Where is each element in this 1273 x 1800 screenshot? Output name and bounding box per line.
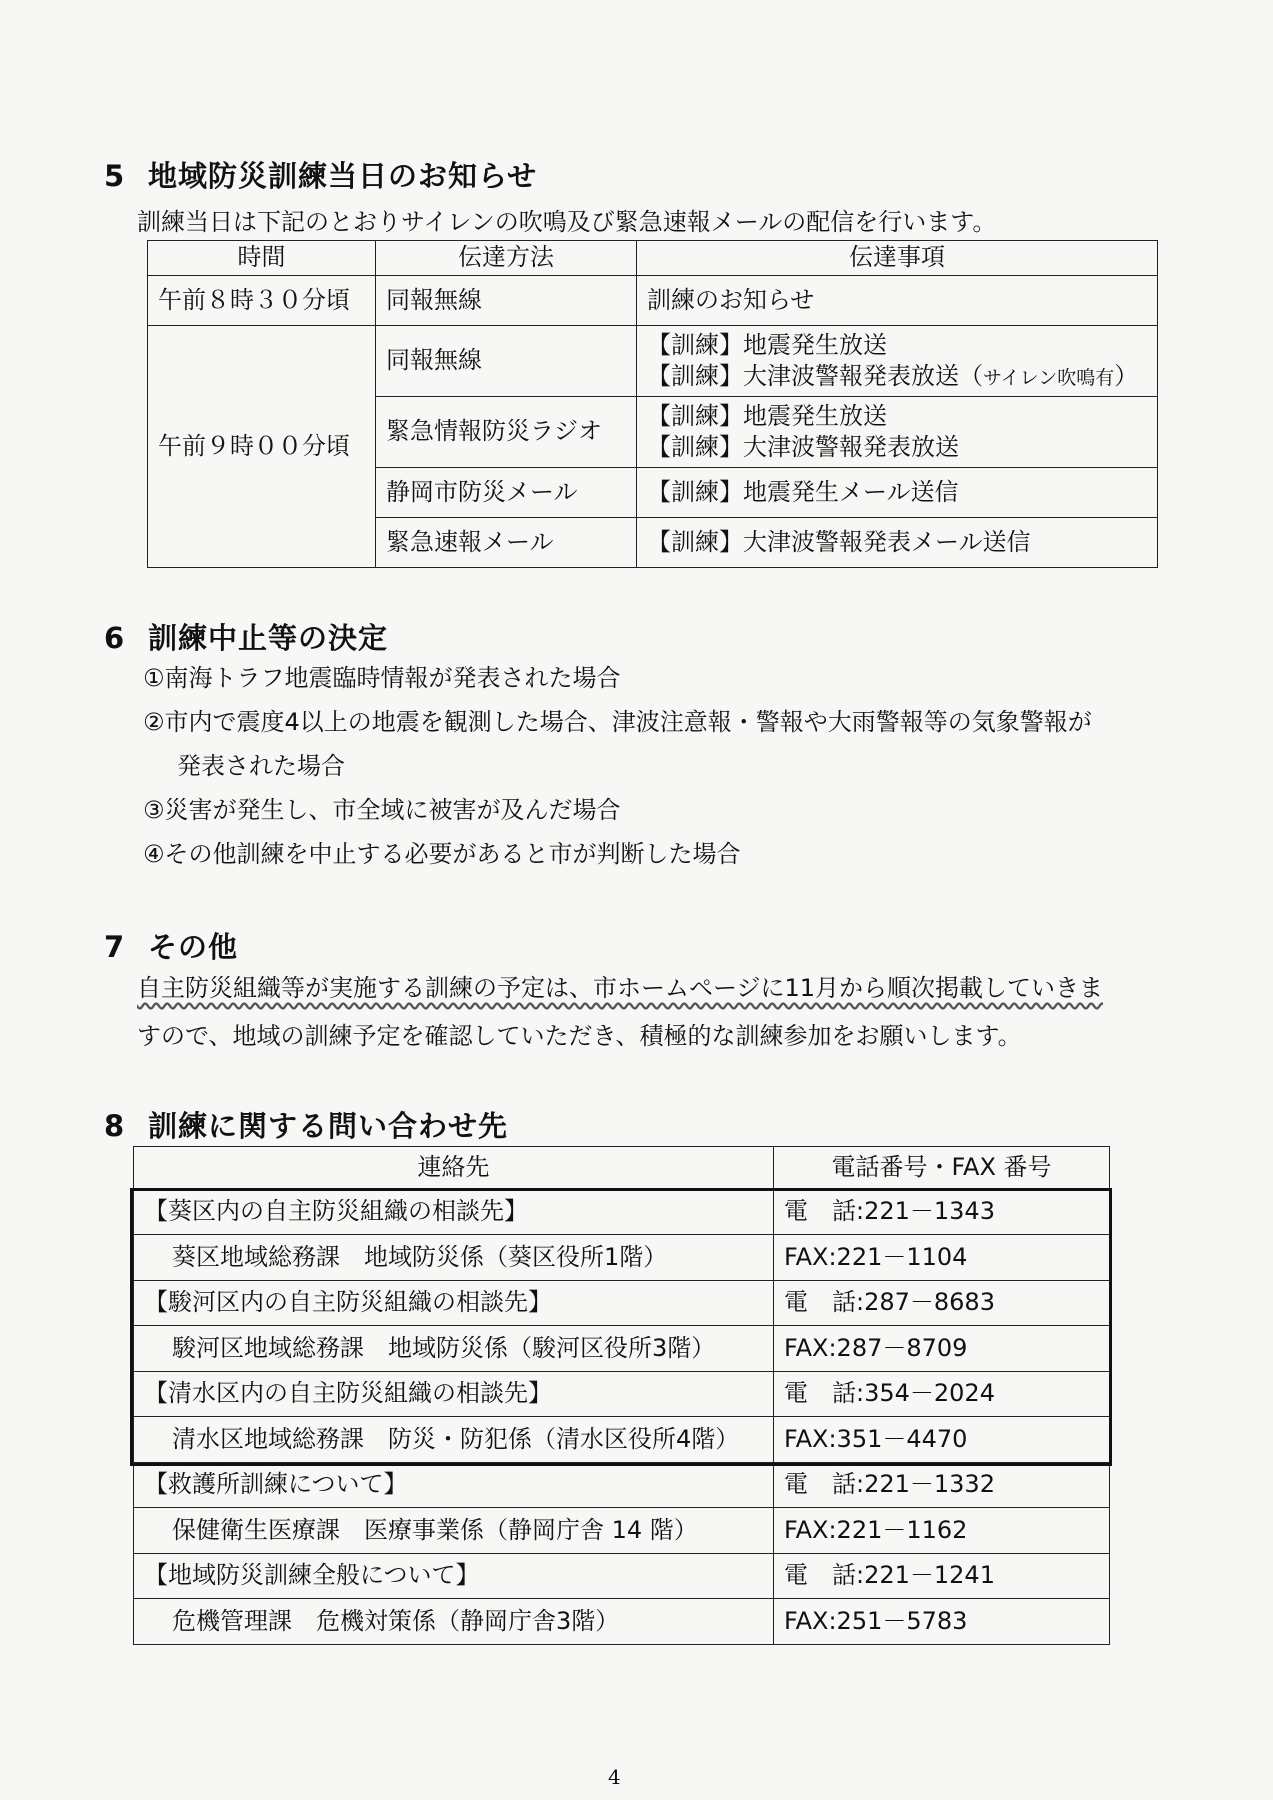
method-cell: 同報無線: [376, 326, 637, 397]
table-row: [134, 1326, 1110, 1372]
phone-cell: 電 話:221－1241: [774, 1554, 1110, 1599]
section-7-title: その他: [148, 930, 239, 964]
list-item: ③災害が発生し、市全域に被害が及んだ場合: [143, 796, 621, 824]
contact-heading: 【清水区内の自主防災組織の相談先】: [134, 1372, 774, 1417]
contact-department: 駿河区地域総務課 地域防災係（駿河区役所3階）: [134, 1326, 774, 1372]
phone-cell: 電 話:221－1332: [774, 1463, 1110, 1508]
list-item-continuation: 発表された場合: [177, 752, 345, 780]
header-time: 時間: [148, 241, 376, 276]
cancel-conditions-list: [143, 656, 1092, 876]
method-cell: 緊急情報防災ラジオ: [376, 397, 637, 468]
section-5-heading: [104, 154, 537, 195]
header-contact: 連絡先: [134, 1147, 774, 1190]
item-line: 【訓練】地震発生放送: [647, 330, 887, 359]
section-7-heading: [104, 925, 238, 966]
contact-heading: 【救護所訓練について】: [134, 1463, 774, 1508]
table-row: [134, 1463, 1110, 1508]
contact-heading: 【地域防災訓練全般について】: [134, 1554, 774, 1599]
item-cell: 【訓練】大津波警報発表メール送信: [637, 518, 1158, 568]
section-5-number: 5: [104, 159, 126, 193]
section-8-number: 8: [104, 1109, 126, 1143]
table-row: [134, 1235, 1110, 1281]
fax-cell: FAX:287－8709: [774, 1326, 1110, 1372]
contact-table-header: [134, 1147, 1110, 1190]
paragraph-line: すので、地域の訓練予定を確認していただき、積極的な訓練参加をお願いします。: [137, 1022, 1022, 1050]
header-item: 伝達事項: [637, 241, 1158, 276]
method-cell: 静岡市防災メール: [376, 468, 637, 518]
item-line: 【訓練】大津波警報発表放送（サイレン吹鳴有）: [647, 362, 1139, 390]
header-phone: 電話番号・FAX 番号: [774, 1147, 1110, 1190]
section-7-paragraph: [137, 964, 1103, 1060]
table-row: [148, 276, 1158, 326]
phone-cell: 電 話:287－8683: [774, 1281, 1110, 1326]
section-7-number: 7: [104, 930, 126, 964]
contact-department: 葵区地域総務課 地域防災係（葵区役所1階）: [134, 1235, 774, 1281]
notice-table: [147, 240, 1158, 568]
table-row: [134, 1599, 1110, 1645]
item-cell: [637, 326, 1158, 397]
contact-table: [133, 1146, 1110, 1645]
table-row: [134, 1554, 1110, 1599]
section-5-title: 地域防災訓練当日のお知らせ: [148, 159, 538, 193]
fax-cell: FAX:221－1104: [774, 1235, 1110, 1281]
table-row: [148, 326, 1158, 397]
notice-table-header: [148, 241, 1158, 276]
fax-cell: FAX:351－4470: [774, 1417, 1110, 1463]
contact-department: 清水区地域総務課 防災・防犯係（清水区役所4階）: [134, 1417, 774, 1463]
contact-department: 保健衛生医療課 医療事業係（静岡庁舎 14 階）: [134, 1508, 774, 1554]
section-8-heading: [104, 1104, 508, 1145]
table-row: [134, 1372, 1110, 1417]
method-cell: 緊急速報メール: [376, 518, 637, 568]
item-cell: [637, 397, 1158, 468]
list-item: ④その他訓練を中止する必要があると市が判断した場合: [143, 840, 741, 868]
item-cell: 【訓練】地震発生メール送信: [637, 468, 1158, 518]
section-5-intro: 訓練当日は下記のとおりサイレンの吹鳴及び緊急速報メールの配信を行います。: [137, 208, 997, 236]
list-item: ①南海トラフ地震臨時情報が発表された場合: [143, 664, 621, 692]
item-line: 【訓練】大津波警報発表放送: [647, 433, 959, 461]
time-cell: 午前９時００分頃: [148, 326, 376, 568]
fax-cell: FAX:251－5783: [774, 1599, 1110, 1645]
contact-heading: 【駿河区内の自主防災組織の相談先】: [134, 1281, 774, 1326]
section-6-heading: [104, 616, 388, 657]
section-6-title: 訓練中止等の決定: [148, 621, 389, 655]
page-number: 4: [608, 1765, 621, 1789]
table-row: [134, 1190, 1110, 1235]
phone-cell: 電 話:221－1343: [774, 1190, 1110, 1235]
phone-cell: 電 話:354－2024: [774, 1372, 1110, 1417]
section-6-number: 6: [104, 621, 126, 655]
list-item: ②市内で震度4以上の地震を観測した場合、津波注意報・警報や大雨警報等の気象警報が 発表された場合: [143, 700, 1092, 788]
table-row: [134, 1281, 1110, 1326]
contact-heading: 【葵区内の自主防災組織の相談先】: [134, 1190, 774, 1235]
contact-department: 危機管理課 危機対策係（静岡庁舎3階）: [134, 1599, 774, 1645]
table-row: [134, 1417, 1110, 1463]
item-cell: 訓練のお知らせ: [637, 276, 1158, 326]
header-method: 伝達方法: [376, 241, 637, 276]
siren-note: サイレン吹鳴有: [983, 367, 1115, 389]
section-8-title: 訓練に関する問い合わせ先: [148, 1109, 509, 1143]
fax-cell: FAX:221－1162: [774, 1508, 1110, 1554]
item-line: 【訓練】地震発生放送: [647, 401, 887, 430]
time-cell: 午前８時３０分頃: [148, 276, 376, 326]
table-row: [134, 1508, 1110, 1554]
method-cell: 同報無線: [376, 276, 637, 326]
paragraph-line: 自主防災組織等が実施する訓練の予定は、市ホームページに11月から順次掲載していきま: [137, 974, 1104, 1002]
